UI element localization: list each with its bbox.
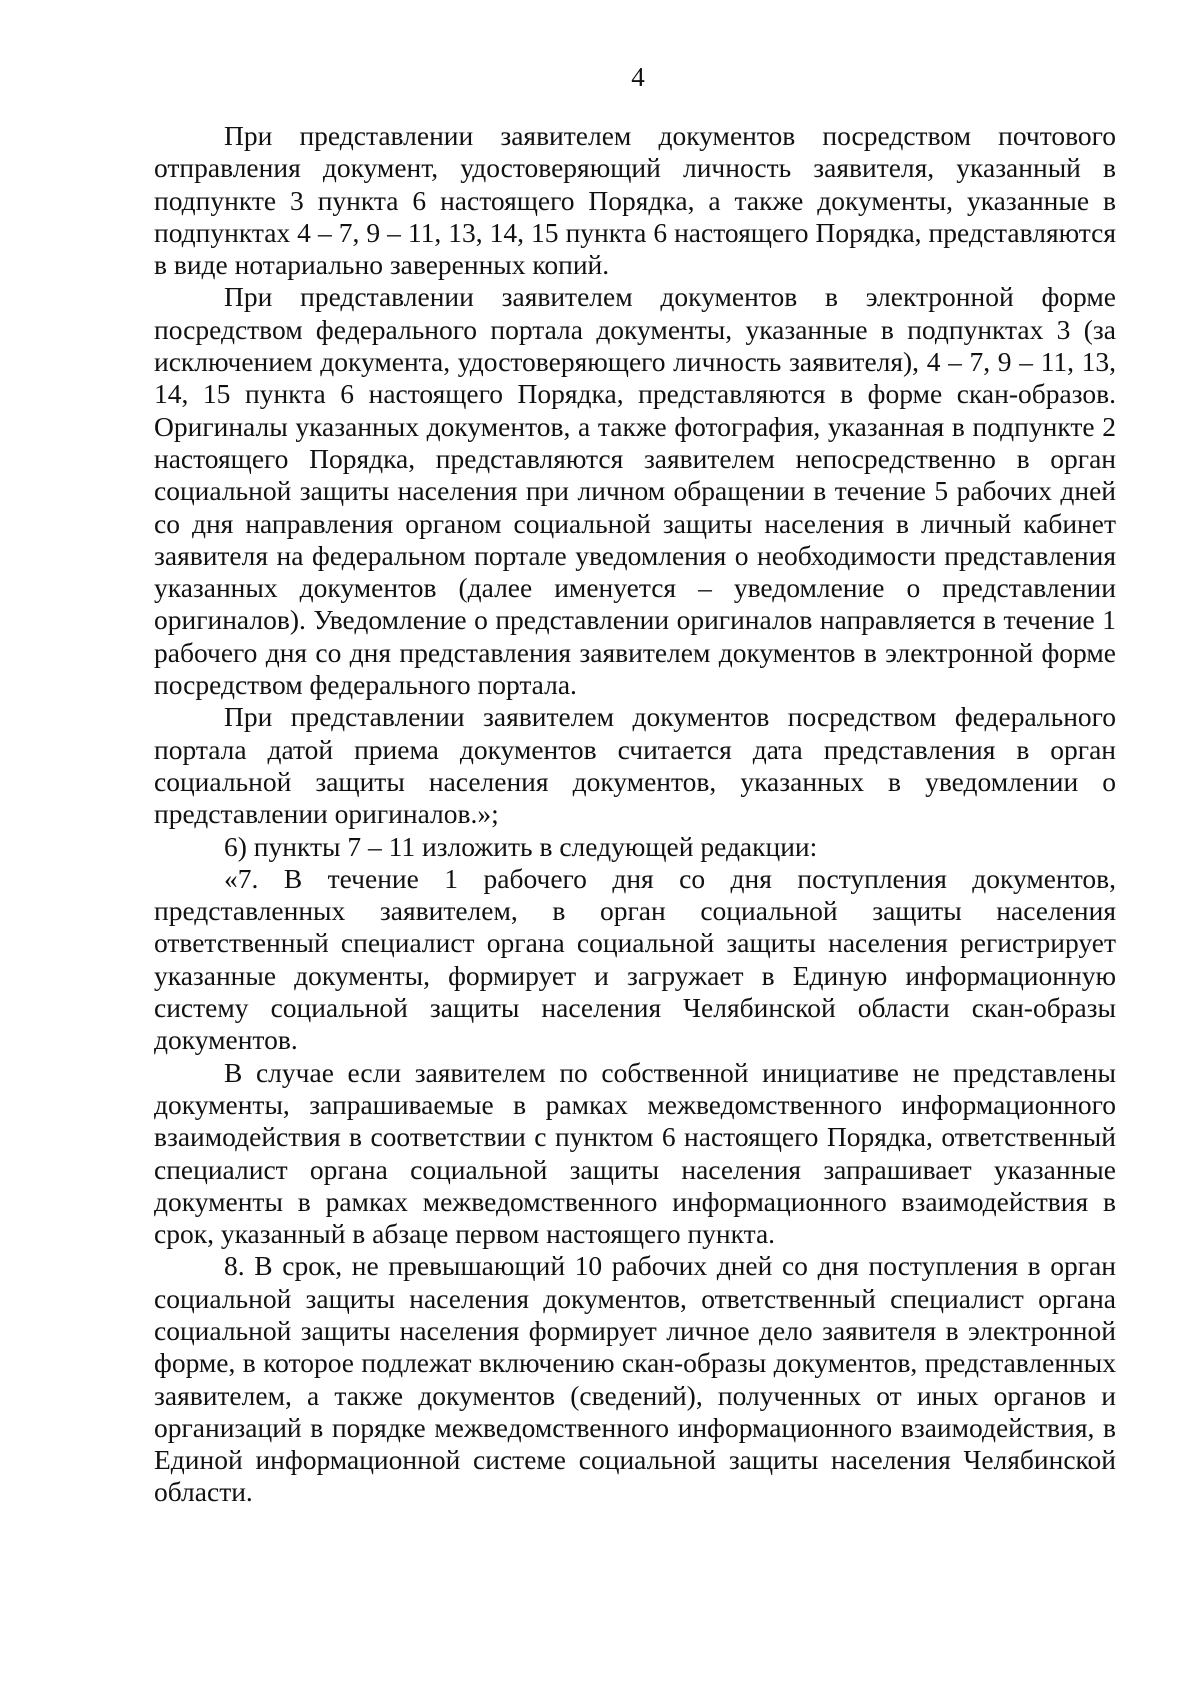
paragraph-electronic-submission: При представлении заявителем документов в электронной форме посредством федерального портала документы, указанные в подпунктах 3 (за исключением документа, удостоверяющего личность заявителя), 4 – 7, 9 – 11, 13, 14, 15 пункта 6 настоящего Порядка, представляются в форме скан-образов. Оригиналы указанных документов, а также фотография, указанная в подпункте 2 настоящего Порядка, представляются заявителем непосредственно в орган социальной защиты населения при личном обращении в течение 5 рабочих дней со дня направления органом социальной защиты населения в личный кабинет заявителя на федеральном портале уведомления о необходимости представления указанных документов (далее именуется – уведомление о представлении оригиналов). Уведомление о представлении оригиналов направляется в течение 1 рабочего дня со дня представления заявителем документов в электронной форме посредством федерального портала. bbox=[154, 281, 1116, 701]
paragraph-interagency-request: В случае если заявителем по собственной инициативе не представлены документы, запрашиваемые в рамках межведомственного информационного взаимодействия в соответствии с пунктом 6 настоящего Порядка, ответственный специалист органа социальной защиты населения запрашивает указанные документы в рамках межведомственного информационного взаимодействия в срок, указанный в абзаце первом настоящего пункта. bbox=[154, 1056, 1116, 1250]
paragraph-amendment-intro: 6) пункты 7 – 11 изложить в следующей редакции: bbox=[224, 830, 818, 862]
page-number: 4 bbox=[631, 62, 645, 92]
paragraph-clause-7: «7. В течение 1 рабочего дня со дня поступления документов, представленных заявителем, в орган социальной защиты населения ответственный специалист органа социальной защиты населения регистрирует указанные документы, формирует и загружает в Единую информационную систему социальной защиты населения Челябинской области скан-образы документов. bbox=[154, 862, 1116, 1056]
paragraph-postal-submission: При представлении заявителем документов посредством почтового отправления документ, удостоверяющий личность заявителя, указанный в подпункте 3 пункта 6 настоящего Порядка, а также документы, указанные в подпунктах 4 – 7, 9 – 11, 13, 14, 15 пункта 6 настоящего Порядка, представляются в виде нотариально заверенных копий. bbox=[154, 120, 1116, 281]
document-body bbox=[154, 120, 1116, 1509]
paragraph-portal-receipt-date: При представлении заявителем документов посредством федерального портала датой приема документов считается дата представления в орган социальной защиты населения документов, указанных в уведомлении о представлении оригиналов.»; bbox=[154, 701, 1116, 830]
paragraph-clause-8: 8. В срок, не превышающий 10 рабочих дней со дня поступления в орган социальной защиты населения документов, ответственный специалист органа социальной защиты населения формирует личное дело заявителя в электронной форме, в которое подлежат включению скан-образы документов, представленных заявителем, а также документов (сведений), полученных от иных органов и организаций в порядке межведомственного информационного взаимодействия, в Единой информационной системе социальной защиты населения Челябинской области. bbox=[154, 1250, 1116, 1508]
